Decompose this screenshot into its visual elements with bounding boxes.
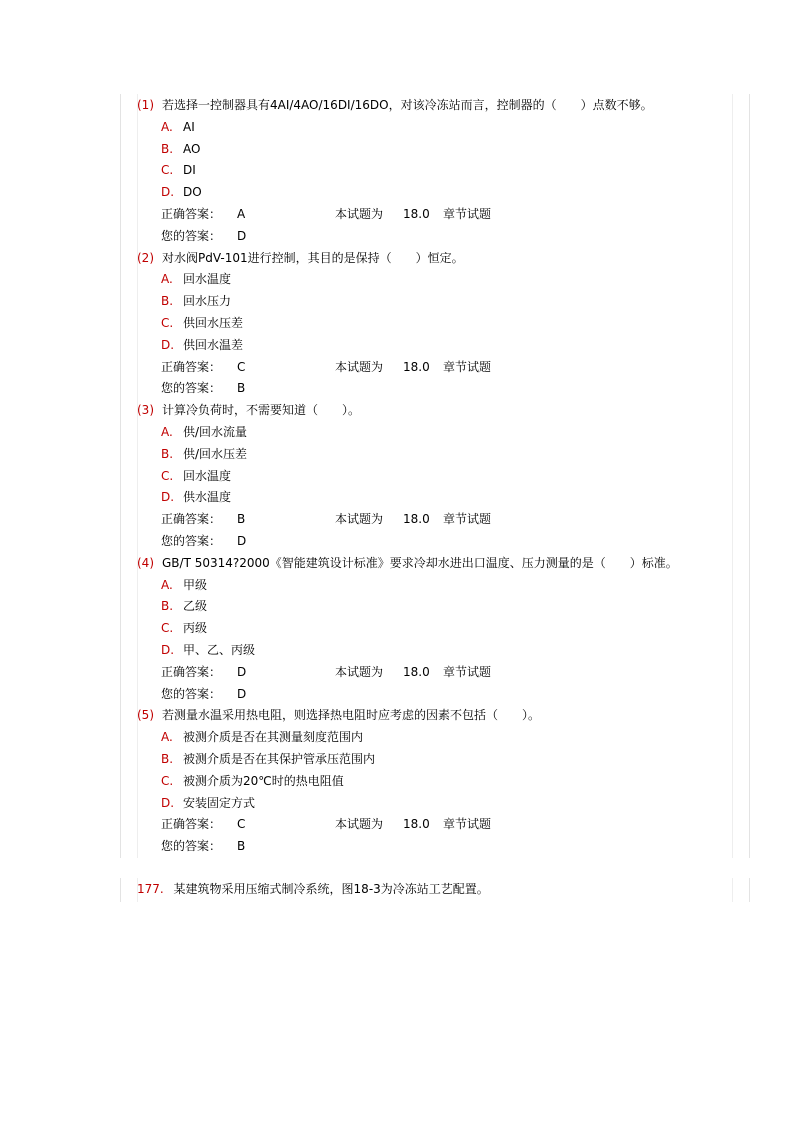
question-stem xyxy=(137,250,464,266)
next-item-text: 某建筑物采用压缩式制冷系统，图18-3为冷冻站工艺配置。 xyxy=(173,882,489,896)
option-b xyxy=(161,446,247,462)
your-answer-label: 您的答案： xyxy=(161,534,222,548)
option-text: DI xyxy=(183,163,196,178)
option-c xyxy=(161,773,344,789)
option-b xyxy=(161,751,375,767)
option-text: 供回水温差 xyxy=(183,337,244,352)
option-text: 回水温度 xyxy=(183,468,232,483)
option-d xyxy=(161,642,255,658)
correct-answer-label: 正确答案： xyxy=(161,512,222,527)
question-stem xyxy=(137,402,360,418)
your-answer-value: D xyxy=(237,534,247,548)
option-text: 供/回水压差 xyxy=(183,446,248,461)
question-text: 计算冷负荷时，不需要知道（ ）。 xyxy=(162,403,361,418)
option-letter: A. xyxy=(161,577,173,592)
option-letter: B. xyxy=(161,294,174,309)
answer-row xyxy=(161,206,491,222)
option-text: DO xyxy=(183,185,202,200)
question-number: (5) xyxy=(137,708,154,723)
option-b xyxy=(161,293,231,309)
correct-answer-value: A xyxy=(237,207,246,221)
your-answer-row xyxy=(161,380,245,396)
option-letter: A. xyxy=(161,425,173,439)
option-letter: B. xyxy=(161,599,174,614)
option-letter: D. xyxy=(161,795,175,810)
chapter-label: 章节试题 xyxy=(443,817,492,832)
option-letter: B. xyxy=(161,752,174,766)
option-letter: D. xyxy=(161,337,175,352)
option-a xyxy=(161,119,195,135)
option-letter: D. xyxy=(161,643,175,657)
next-item-number: 177. xyxy=(137,882,164,896)
option-a xyxy=(161,424,247,440)
option-text: 乙级 xyxy=(183,599,208,614)
your-answer-label: 您的答案： xyxy=(161,381,222,396)
your-answer-label: 您的答案： xyxy=(161,686,222,701)
answer-row xyxy=(161,816,491,832)
chapter-label: 章节试题 xyxy=(443,359,492,374)
question-text: 若选择一控制器具有4AI/4AO/16DI/16DO，对该冷冻站而言，控制器的（ ）点数不够。 xyxy=(162,98,653,112)
chapter-label: 章节试题 xyxy=(443,664,492,679)
option-text: 安装固定方式 xyxy=(183,795,256,810)
your-answer-row xyxy=(161,533,246,549)
question-number: (1) xyxy=(137,98,154,112)
option-b xyxy=(161,141,200,157)
correct-answer-value: B xyxy=(237,512,246,527)
question-number: (2) xyxy=(137,250,154,265)
panel-inner-border-right xyxy=(732,94,733,858)
option-letter: A. xyxy=(161,272,173,287)
question-stem xyxy=(137,707,540,723)
option-letter: B. xyxy=(161,141,174,156)
option-text: AO xyxy=(183,141,201,156)
your-answer-value: D xyxy=(237,228,247,243)
option-d xyxy=(161,489,231,505)
option-c xyxy=(161,162,196,178)
question-text: 若测量水温采用热电阻，则选择热电阻时应考虑的因素不包括（ ）。 xyxy=(162,708,541,723)
answer-row xyxy=(161,664,491,680)
option-text: 甲、乙、丙级 xyxy=(183,643,256,657)
your-answer-value: B xyxy=(237,839,246,854)
option-text: 供/回水流量 xyxy=(183,425,248,439)
option-a xyxy=(161,271,231,287)
option-letter: C. xyxy=(161,773,174,788)
option-a xyxy=(161,577,207,593)
score-value: 18.0 xyxy=(403,207,430,221)
correct-answer-label: 正确答案： xyxy=(161,359,222,374)
your-answer-label: 您的答案： xyxy=(161,228,222,243)
option-letter: C. xyxy=(161,316,174,330)
question-number: (4) xyxy=(137,555,154,570)
correct-answer-value: C xyxy=(237,817,246,832)
chapter-label: 章节试题 xyxy=(443,512,492,527)
option-text: 回水压力 xyxy=(183,294,232,309)
option-text: 被测介质是否在其测量刻度范围内 xyxy=(183,730,364,745)
option-d xyxy=(161,795,255,811)
score-value: 18.0 xyxy=(403,817,430,832)
answer-row xyxy=(161,359,491,375)
your-answer-row xyxy=(161,228,246,244)
answer-row xyxy=(161,511,491,527)
correct-answer-value: C xyxy=(237,359,246,374)
score-value: 18.0 xyxy=(403,664,430,679)
your-answer-row xyxy=(161,686,246,702)
option-text: AI xyxy=(183,119,195,134)
question-number: (3) xyxy=(137,403,154,418)
option-text: 被测介质为20℃时的热电阻值 xyxy=(183,773,344,788)
correct-answer-label: 正确答案： xyxy=(161,664,222,679)
option-c xyxy=(161,620,207,636)
option-letter: A. xyxy=(161,730,173,745)
question-text: 对水阀PdV-101进行控制，其目的是保持（ ）恒定。 xyxy=(162,250,464,265)
score-value: 18.0 xyxy=(403,359,430,374)
option-letter: B. xyxy=(161,446,174,461)
your-answer-value: D xyxy=(237,686,247,701)
next-item xyxy=(137,881,489,897)
your-answer-row xyxy=(161,838,245,854)
question-stem xyxy=(137,555,678,571)
score-label: 本试题为 xyxy=(335,359,384,374)
question-text: GB/T 50314?2000《智能建筑设计标准》要求冷却水进出口温度、压力测量的是（ ）标准。 xyxy=(162,555,678,570)
option-letter: C. xyxy=(161,468,174,483)
option-c xyxy=(161,468,231,484)
correct-answer-label: 正确答案： xyxy=(161,207,222,221)
option-letter: D. xyxy=(161,185,175,200)
option-text: 供回水压差 xyxy=(183,316,244,330)
correct-answer-label: 正确答案： xyxy=(161,817,222,832)
option-letter: C. xyxy=(161,163,174,178)
question-stem xyxy=(137,97,653,113)
option-text: 供水温度 xyxy=(183,490,232,505)
correct-answer-value: D xyxy=(237,664,247,679)
option-b xyxy=(161,598,207,614)
score-value: 18.0 xyxy=(403,512,430,527)
option-text: 丙级 xyxy=(183,621,208,636)
chapter-label: 章节试题 xyxy=(443,207,492,221)
your-answer-label: 您的答案： xyxy=(161,839,222,854)
option-text: 回水温度 xyxy=(183,272,232,287)
panel-inner-border-left xyxy=(137,94,138,858)
option-letter: A. xyxy=(161,119,173,134)
panel-inner-border-right xyxy=(732,878,733,902)
option-c xyxy=(161,315,243,331)
option-d xyxy=(161,184,202,200)
option-text: 被测介质是否在其保护管承压范围内 xyxy=(183,752,376,766)
option-text: 甲级 xyxy=(183,577,208,592)
option-d xyxy=(161,337,243,353)
score-label: 本试题为 xyxy=(335,512,384,527)
option-a xyxy=(161,729,363,745)
option-letter: D. xyxy=(161,490,175,505)
option-letter: C. xyxy=(161,621,174,636)
score-label: 本试题为 xyxy=(335,817,384,832)
score-label: 本试题为 xyxy=(335,207,384,221)
score-label: 本试题为 xyxy=(335,664,384,679)
your-answer-value: B xyxy=(237,381,246,396)
